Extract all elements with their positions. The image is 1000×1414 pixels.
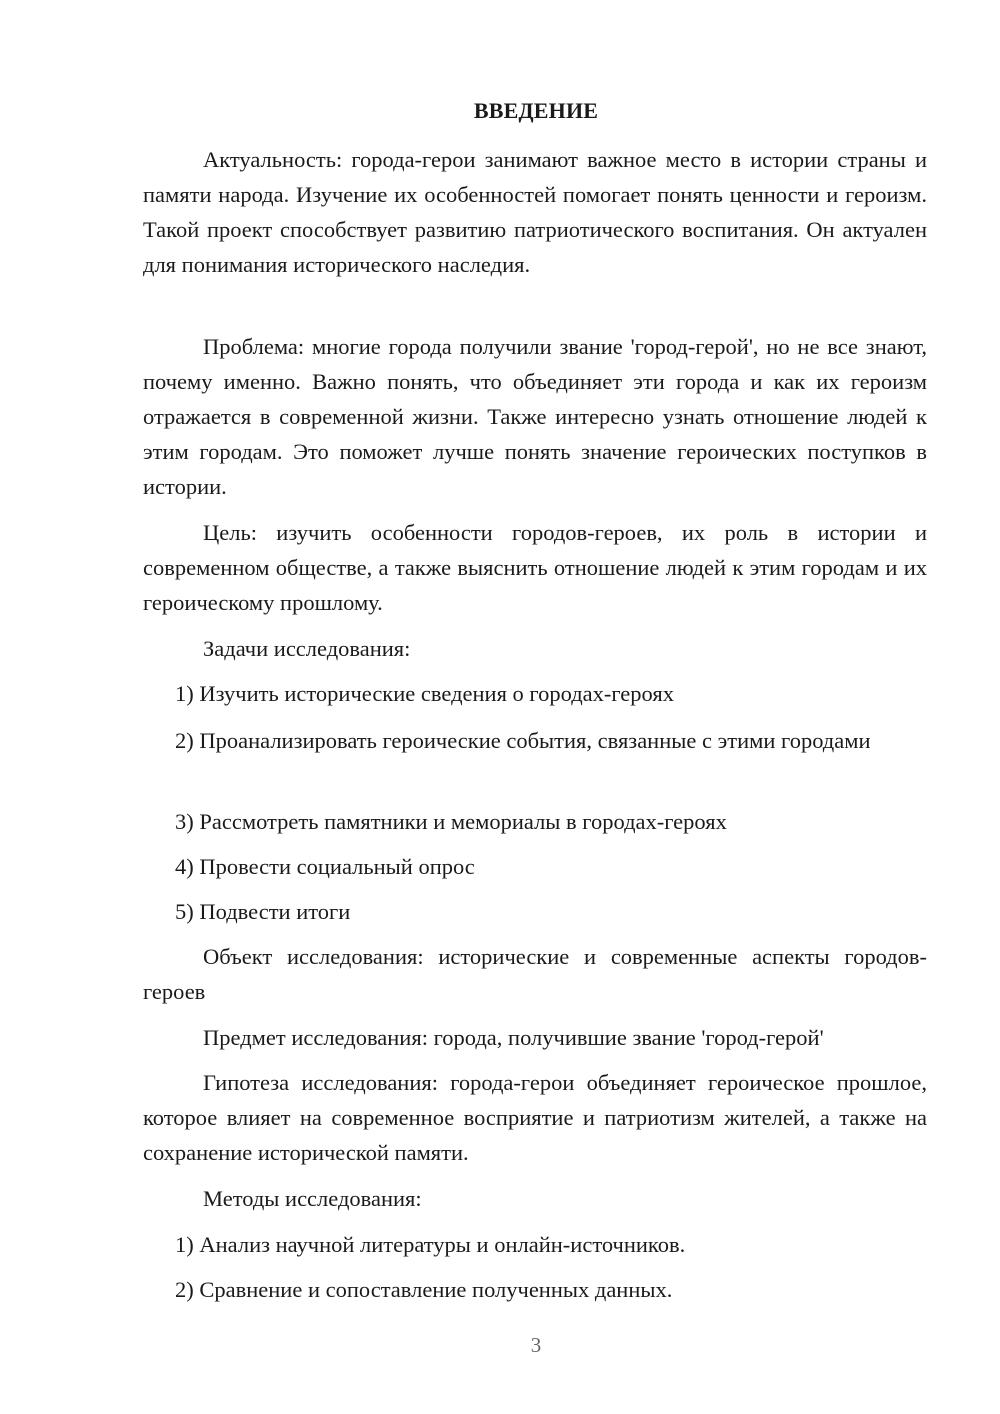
methods-heading-paragraph xyxy=(143,1181,927,1216)
tasks-heading-paragraph xyxy=(143,631,927,666)
object-text: Объект исследования: исторические и современные аспекты городов-героев xyxy=(143,944,927,1004)
section-title: ВВЕДЕНИЕ xyxy=(473,98,599,123)
relevance-paragraph xyxy=(143,142,927,282)
method-item xyxy=(143,1227,927,1262)
hypothesis-paragraph xyxy=(143,1065,927,1170)
task-item xyxy=(143,894,927,929)
tasks-heading: Задачи исследования: xyxy=(203,636,411,661)
object-paragraph xyxy=(143,939,927,1009)
goal-paragraph xyxy=(143,515,927,620)
goal-text: Цель: изучить особенности городов-героев, их роль в истории и современном обществе, а также выяснить отношение людей к этим городам и их героическому прошлому. xyxy=(143,520,927,615)
task-item-text: 4) Провести социальный опрос xyxy=(175,854,475,879)
subject-text: Предмет исследования: города, получившие звание 'город-герой' xyxy=(203,1025,824,1050)
task-item xyxy=(143,723,927,758)
page-number: 3 xyxy=(530,1333,542,1357)
problem-text: Проблема: многие города получили звание 'город-герой', но не все знают, почему именно. Важно понять, что объединяет эти города и как их героизм отражается в современной жизни. Также интересно узнать отношение людей к этим городам. Это поможет лучше понять значение героических поступков в истории. xyxy=(143,334,927,499)
task-item xyxy=(143,804,927,839)
subject-paragraph xyxy=(143,1020,927,1055)
task-item xyxy=(143,676,927,711)
method-item xyxy=(143,1272,927,1307)
task-item-text: 1) Изучить исторические сведения о городах-героях xyxy=(175,681,674,706)
methods-heading: Методы исследования: xyxy=(203,1186,422,1211)
problem-paragraph xyxy=(143,329,927,504)
relevance-text: Актуальность: города-герои занимают важное место в истории страны и памяти народа. Изучение их особенностей помогает понять ценности и героизм. Такой проект способствует развитию патриотического воспитания. Он актуален для понимания исторического наследия. xyxy=(143,147,927,277)
task-item-text: 5) Подвести итоги xyxy=(175,899,351,924)
method-item-text: 1) Анализ научной литературы и онлайн-источников. xyxy=(175,1232,686,1257)
task-item xyxy=(143,849,927,884)
task-item-text: 2) Проанализировать героические события, связанные с этими городами xyxy=(175,728,871,753)
method-item-text: 2) Сравнение и сопоставление полученных данных. xyxy=(175,1277,673,1302)
hypothesis-text: Гипотеза исследования: города-герои объединяет героическое прошлое, которое влияет на современное восприятие и патриотизм жителей, а также на сохранение исторической памяти. xyxy=(143,1070,927,1165)
task-item-text: 3) Рассмотреть памятники и мемориалы в городах-героях xyxy=(175,809,727,834)
